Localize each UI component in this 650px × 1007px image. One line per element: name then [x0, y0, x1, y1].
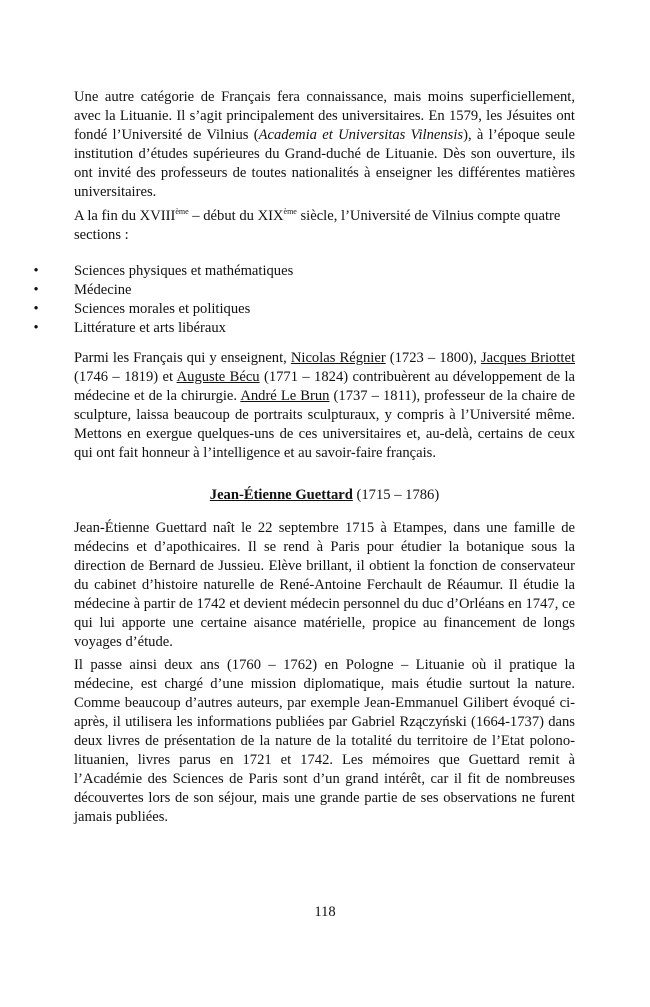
bullet-icon: •: [33, 263, 39, 279]
paragraph-text: (1746 – 1819) et: [74, 369, 177, 385]
superscript: ème: [283, 207, 297, 216]
paragraph-text: (1771 – 1824) contribuèrent au développement de la médecine et de la chirurgie.: [74, 369, 575, 404]
paragraph-guettard-poland: Il passe ainsi deux ans (1760 – 1762) en Pologne – Lituanie où il pratique la médecine, est chargé d’une mission diplomatique, mais étudie surtout la nature. Comme beaucoup d’autres auteurs, par exemple Jean-Emmanuel Gilibert évoqué ci-après, il utilisera les informations publiées par Gabriel Rzączyński (1664-1737) dans deux livres de présentation de la nature de la totalité du territoire de l’Etat polono-lituanien, livres parus en 1721 et 1742. Les mémoires que Guettard remit à l’Académie des Sciences de Paris sont d’un grand intérêt, car il fit de nombreuses découvertes lors de son séjour, mais une grande partie de ses observations ne furent jamais publiées.: [74, 657, 575, 825]
list-item: [30, 319, 590, 338]
list-item-text: Sciences physiques et mathématiques: [74, 263, 294, 279]
heading-name: Jean-Étienne Guettard: [209, 487, 353, 503]
paragraph-sections-intro: [74, 207, 575, 245]
list-item-text: Littérature et arts libéraux: [74, 320, 226, 336]
paragraph-text: A la fin du XVIII: [74, 208, 176, 224]
person-name: Jacques Briottet: [480, 350, 575, 366]
latin-name: Academia et Universitas Vilnensis: [258, 127, 464, 143]
bullet-icon: •: [33, 320, 39, 336]
person-name: Auguste Bécu: [176, 369, 260, 385]
sections-list: [30, 262, 590, 338]
page-number: 118: [314, 904, 336, 920]
paragraph-guettard-bio: Jean-Étienne Guettard naît le 22 septembre 1715 à Etampes, dans une famille de médecins et d’apothicaires. Il se rend à Paris pour étudier la botanique sous la direction de Bernard de Jussieu. Elève brillant, il obtient la fonction de conservateur du cabinet d’histoire naturelle de René-Antoine Ferchault de Réaumur. Il étudie la médecine à partir de 1742 et devient médecin personnel du duc d’Orléans en 1747, ce qui lui apporte une certaine aisance matérielle, propice au financement de longs voyages d’étude.: [74, 520, 575, 650]
paragraph-text: – début du XIX: [188, 208, 284, 224]
superscript: ème: [175, 207, 189, 216]
paragraph-text: Parmi les Français qui y enseignent,: [74, 350, 291, 366]
paragraph-professors: [74, 349, 575, 463]
heading-dates: (1715 – 1786): [352, 487, 440, 503]
list-item-text: Sciences morales et politiques: [74, 301, 251, 317]
list-item: [30, 262, 590, 281]
bullet-icon: •: [33, 301, 39, 317]
paragraph-text-end: ), à l’époque seule institution d’études supérieures du Grand-duché de Lituanie. Dès son ouverture, ils ont invité des professeurs de toutes nationalités à enseigner les différentes matières universitaires.: [74, 127, 576, 200]
person-name: André Le Brun: [240, 388, 330, 404]
list-item: [30, 300, 590, 319]
list-item-text: Médecine: [74, 282, 132, 298]
paragraph-text: (1737 – 1811), professeur de la chaire de sculpture, laissa beaucoup de portraits sculpturaux, y compris à l’Université même. Mettons en exergue quelques-uns de ces universitaires et, au-delà, certains de ceux qui ont fait honneur à l’intelligence et au savoir-faire français.: [74, 388, 575, 461]
list-item: [30, 281, 590, 300]
paragraph-text: Une autre catégorie de Français fera connaissance, mais moins superficiellement, avec la Lituanie. Il s’agit principalement des universitaires. En 1579, les Jésuites ont fondé l’Université de Vilnius (: [74, 89, 575, 143]
section-heading: [74, 486, 575, 505]
paragraph-text: siècle, l’Université de Vilnius compte quatre sections :: [74, 208, 561, 243]
bullet-icon: •: [33, 282, 39, 298]
paragraph-text: (1723 – 1800),: [385, 350, 481, 366]
paragraph-university-intro: [74, 88, 575, 202]
person-name: Nicolas Régnier: [290, 350, 386, 366]
